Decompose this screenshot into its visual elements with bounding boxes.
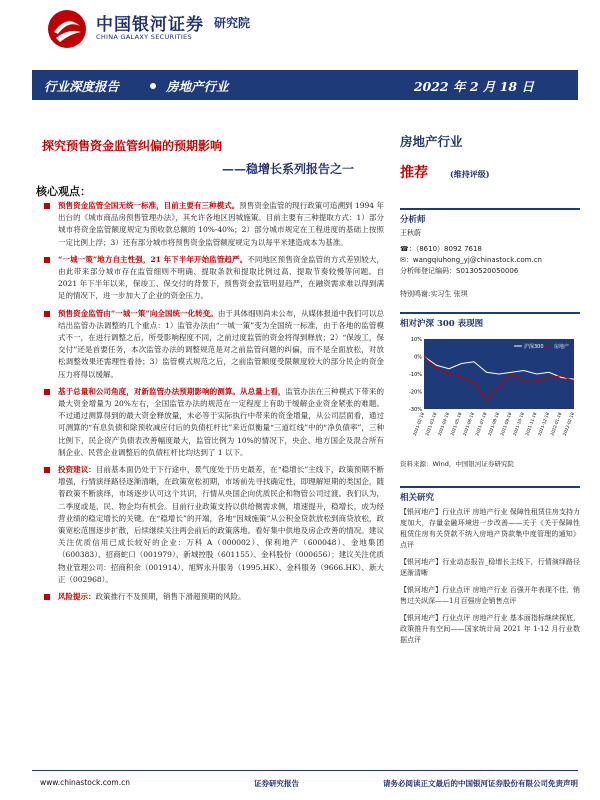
bullet-square-icon	[44, 594, 50, 600]
core-label: 核心观点：	[36, 185, 91, 198]
performance-chart	[400, 333, 578, 453]
bullet-square-icon	[44, 257, 50, 263]
footer-disclaimer: 请务必阅读正文最后的中国银河证券股份有限公司免责声明	[383, 779, 578, 788]
paragraph-highlight: 基于总量和公司角度，对新监管办法预期影响的测算。从总量上看，	[58, 386, 286, 396]
related-item[interactable]: 【银河地产】行业点评 房地产行业 百强开年表现不佳，销售过关纵深——1月百强房企销售点评	[400, 586, 580, 605]
chart-title: 相对沪深 300 表现图	[400, 312, 580, 329]
analyst-heading: 分析师	[400, 208, 580, 225]
related-item[interactable]: 【银河地产】行业点评 房地产行业 基本面指标继续探底，政策推升有空间——国家统计局 2021 年 1-12 月行业数据点评	[400, 614, 580, 644]
paragraph-highlight: 投资建议：	[58, 465, 96, 475]
paragraph-highlight: 预售资金监管由“一城一策”向全国统一化转变。	[58, 308, 218, 318]
paragraph-text: 目前基本面仍处于下行途中，景气度处于历史最差，在“稳增长”主线下，政策预期不断增强，行情演绎路径逐渐清晰，在政策宽松初期，市场前先寻找确定性，即理解短期的类国企，随着政策不断演绎，市场逐步认可这个共识，行情从央国企向优质民企和物管公司过渡。我们认为，二季度或是、民、物企均有机会。目前行业政策支持以供给侧需求侧，增速提升，稳增长，成为经营业绩的稳定增长的关键。在“稳增长”的开端，各地“因城施策”从公积金贷款放松到商贷放松，政策宽松范围逐步扩散，后续继续关注两会前后的政策落地。看好集中供地及房企改善的情况。建议关注优质信用已成长较好的企业：万科 A（000002）、保利地产（600048）、金地集团（600383）、招商蛇口（001979）、新城控股（601155）、金科股份（000656）；建议关注优质物业管理公司：招商积余（001914）、旭辉永升服务（1995.HK）、金科服务（9666.HK）、新大正（002968）。	[58, 465, 384, 584]
sidebar-sector: 房地产行业	[400, 134, 463, 149]
x-tick-label: 2021-11-18	[524, 411, 538, 437]
analyst-email: ✉：wangqiuhong_yj@chinastock.com.cn	[400, 256, 542, 264]
x-tick-label: 2022-02-18	[561, 411, 575, 437]
footer-center: 证券研究报告	[254, 779, 299, 788]
rating-value: 推荐	[400, 165, 428, 181]
x-tick-label: 2022-01-18	[549, 411, 563, 437]
x-tick-label: 2021-07-18	[474, 411, 488, 437]
y-tick-label: 10%	[410, 337, 422, 343]
main-content	[36, 200, 384, 608]
paragraph-text: 监管办法在三种模式下带来的最大资金增量为 20%左右，全国监管办法的规范在一定程度上有助于缓解企业资金紧张的难题。不过通过测算得到的最大资金释放量，未必等于实际执行中带来的资金增量，从公司层面看，通过可测算的“有息负债和除预收减应付后的负债杠杆比”来近似衡量“三道红线”中的“净负债率”，三种比例下，民企资产负债表改善幅度最大，监管比例为 10%的情况下，央企、地方国企及混合所有制企业、民营企业调整后的负债杠杆比均达到了 1 以下。	[58, 386, 384, 457]
analyst-phone: ☎：（8610）8092 7618	[400, 245, 482, 253]
sidebar	[400, 132, 580, 652]
related-heading: 相关研究	[400, 486, 580, 503]
rating	[400, 162, 580, 182]
acknowledgement: 特别鸣谢:实习生 张琪	[400, 290, 468, 298]
x-tick-label: 2021-03-18	[424, 411, 438, 437]
y-tick-label: -30%	[409, 407, 422, 413]
paragraph-highlight: 风险提示：	[58, 592, 96, 602]
report-series: ——稳增长系列报告之一	[222, 162, 355, 176]
x-tick-label: 2021-09-18	[499, 411, 513, 437]
bullet-paragraph	[36, 591, 384, 603]
paragraph-text: 不同地区预售资金监管的方式差别较大，由此带来部分城市存在监管细则不明确、提取条款和提取比例过高、提取节奏较慢等问题。自 2021 年下半年以来，保竣工、保交付的背景下，预售资金监管明显趋严，在融资需求难以得到满足的情况下，进一步加大了企业的资金压力。	[58, 254, 384, 301]
legend-label: 房地产	[554, 344, 570, 350]
bullet-square-icon	[44, 203, 50, 209]
institute-label: 研究院	[214, 16, 251, 30]
legend-label: 沪深300	[524, 344, 544, 350]
x-tick-label: 2021-06-18	[461, 411, 475, 437]
paragraph-text: 由于具体细则尚未公布，从媒体报道中我们可以总结出监管办法调整的几个重点：1）监管办法由“一城一策”变为全国统一标准，由于各地的监管模式不一，在进行调整之后，所受影响程度不同，之前过度监管的资金将得到释放；2）“保竣工，保交付”还是首要任务，本次监管办法的调整规范是对之前监管问题的纠偏，而不是全面放松，对放松调整效果还需理性看待；3）监管模式规范之后，之前监管额度受限额度较大的部分民企的资金压力将得以缓解。	[58, 308, 384, 379]
brand-name: 中国银河证券	[96, 15, 204, 35]
band-sector: 房地产行业	[166, 79, 229, 94]
paragraph-text: 预售资金监管的现行政策可追溯到 1994 年出台的《城市商品房预售管理办法》，其允许各地区因城施策。目前主要有三种提取方式：1）部分城市将资金监管额度规定为预收款总额的 10%-40%；2）部分城市规定在工程进度的基础上按照一定比例上浮；3）还有部分城市将预售资金监管额度规定为以每平米建造成本为基准。	[58, 201, 385, 247]
bullet-square-icon	[44, 389, 50, 395]
related-item[interactable]: 【银河地产】行业动态报告_稳增长主线下，行情演绎路径逐渐清晰	[400, 558, 580, 577]
footer	[0, 770, 600, 800]
report-type: 行业深度报告	[44, 79, 120, 94]
bullet-paragraph	[36, 200, 384, 249]
bullet-paragraph	[36, 386, 384, 459]
footer-rule	[32, 770, 578, 771]
y-tick-label: 0%	[414, 354, 422, 361]
y-tick-label: -10%	[409, 372, 422, 378]
header	[0, 0, 600, 68]
report-date: 2022 年 2 月 18 日	[413, 79, 534, 94]
related-list	[400, 507, 580, 646]
related-item[interactable]: 【银河地产】行业点评 房地产行业 保障性租赁住房支持力度加大，存量金融环境进一步改善——关于《关于保障性租赁住房有关贷款不纳入房地产贷款集中度管理的通知》点评	[400, 508, 580, 549]
paragraph-text: 政策推行不及预期，销售下滑超预期的风险。	[95, 592, 246, 602]
x-tick-label: 2021-05-18	[449, 411, 463, 437]
bullet-square-icon	[44, 467, 50, 473]
brand-english: CHINA GALAXY SECURITIES	[96, 33, 192, 41]
paragraph-highlight: 预售资金监管全国无统一标准，目前主要有三种模式。	[58, 201, 240, 210]
x-tick-label: 2021-10-18	[511, 411, 525, 437]
chart-source: 资料来源：Wind，中国银河证券研究院	[400, 460, 514, 468]
x-tick-label: 2021-12-18	[536, 411, 550, 437]
report-title: 探究预售资金监管纠偏的预期影响	[42, 139, 223, 153]
rating-note: (维持评级)	[450, 169, 490, 179]
bullet-paragraph	[36, 464, 384, 586]
x-tick-label: 2021-08-18	[486, 411, 500, 437]
report-band	[32, 70, 578, 100]
analyst-registration: 分析师登记编码：S0130520050006	[400, 267, 519, 275]
bullet-paragraph	[36, 308, 384, 381]
x-tick-label: 2021-02-18	[411, 411, 425, 437]
analyst-name: 王秋蔚	[400, 229, 421, 237]
bullet-paragraph	[36, 254, 384, 303]
footer-url[interactable]: www.chinastock.com.cn	[40, 778, 130, 787]
y-tick-label: -20%	[409, 389, 422, 396]
galaxy-logo-icon	[46, 8, 88, 50]
paragraph-highlight: “一城一策”地方自主性强，21 年下半年开始监管趋严。	[58, 254, 248, 264]
bullet-square-icon	[44, 311, 50, 317]
bullet-dot	[150, 83, 156, 89]
x-tick-label: 2021-04-18	[436, 411, 450, 437]
